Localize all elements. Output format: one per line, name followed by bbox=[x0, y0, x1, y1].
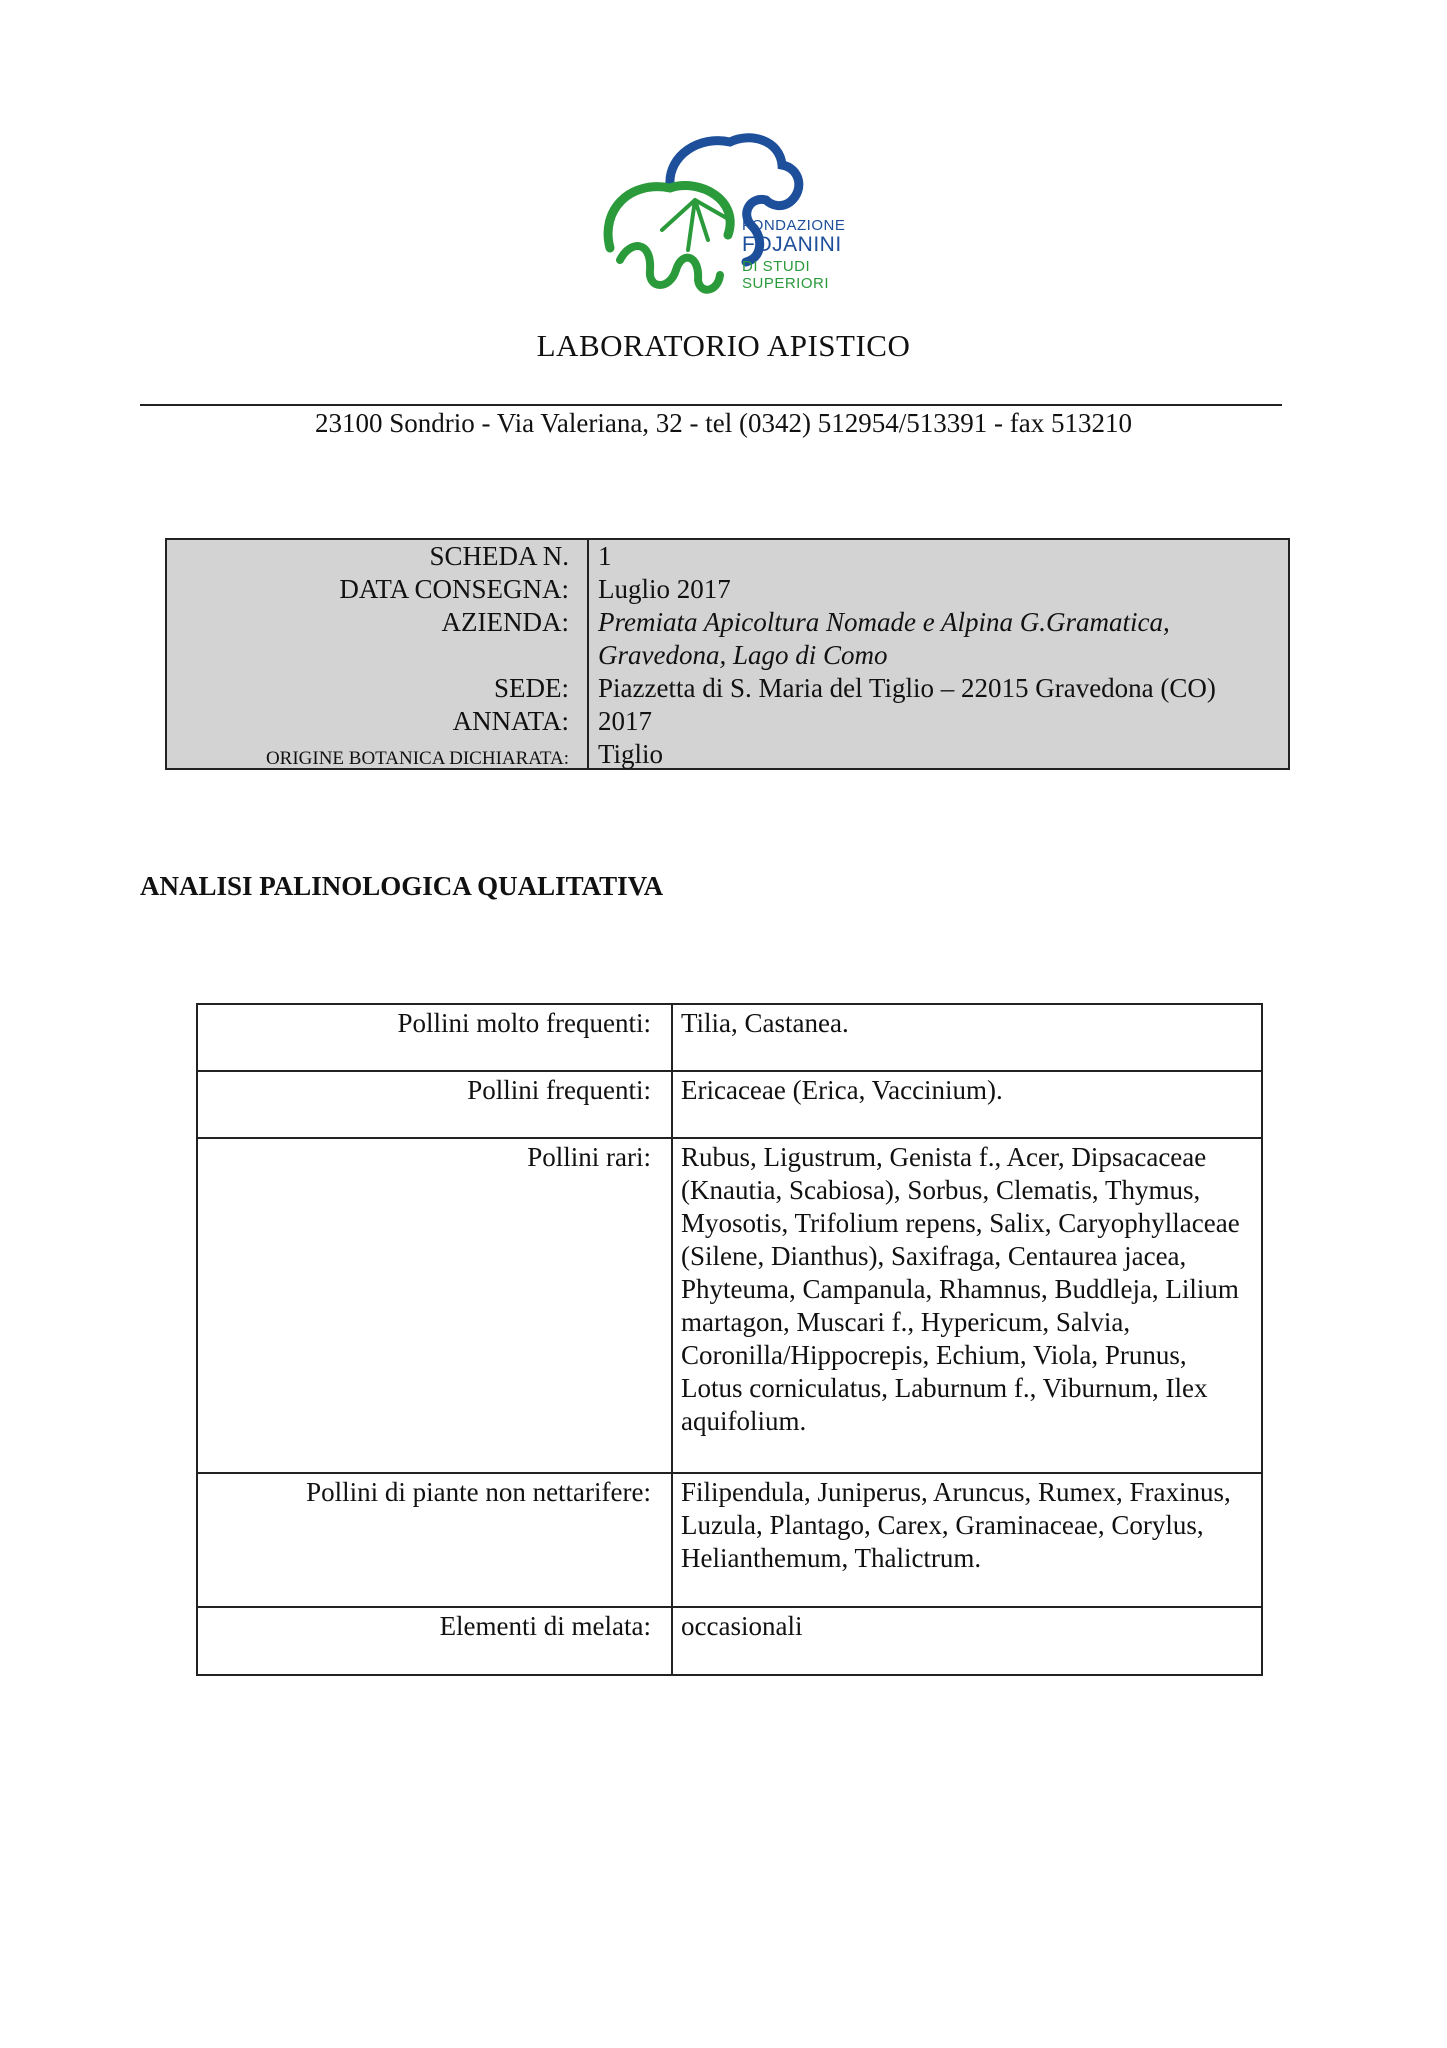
row-label: Pollini molto frequenti: bbox=[197, 1004, 672, 1071]
page-title: LABORATORIO APISTICO bbox=[536, 328, 911, 363]
row-value: Tilia, Castanea. bbox=[672, 1004, 1262, 1071]
scheda-box bbox=[165, 538, 1290, 770]
scheda-value: Tiglio bbox=[598, 739, 664, 769]
table-row bbox=[197, 1004, 1262, 1071]
section-title: ANALISI PALINOLOGICA QUALITATIVA bbox=[140, 871, 664, 901]
header-divider bbox=[140, 404, 1282, 406]
logo-wordmark bbox=[742, 218, 845, 291]
scheda-column-divider bbox=[587, 540, 589, 768]
row-label: Pollini di piante non nettarifere: bbox=[197, 1473, 672, 1607]
logo-line-2: FOJANINI bbox=[742, 233, 842, 256]
scheda-label: AZIENDA: bbox=[441, 607, 569, 637]
row-label: Pollini frequenti: bbox=[197, 1071, 672, 1138]
analysis-table bbox=[196, 1003, 1263, 1676]
row-value: Ericaceae (Erica, Vaccinium). bbox=[672, 1071, 1262, 1138]
scheda-value: 1 bbox=[598, 541, 612, 571]
table-row bbox=[197, 1071, 1262, 1138]
row-value: occasionali bbox=[672, 1607, 1262, 1675]
table-row bbox=[197, 1138, 1262, 1473]
scheda-label: ORIGINE BOTANICA DICHIARATA: bbox=[265, 748, 569, 769]
address-line: 23100 Sondrio - Via Valeriana, 32 - tel (0342) 512954/513391 - fax 513210 bbox=[314, 408, 1132, 438]
logo-line-4: SUPERIORI bbox=[742, 275, 830, 292]
scheda-value: Premiata Apicoltura Nomade e Alpina G.Gramatica, Gravedona, Lago di Como bbox=[598, 607, 1170, 670]
row-label: Pollini rari: bbox=[197, 1138, 672, 1473]
scheda-label: SEDE: bbox=[493, 673, 569, 703]
scheda-value: Luglio 2017 bbox=[598, 574, 731, 604]
scheda-label: SCHEDA N. bbox=[429, 541, 569, 571]
scheda-value: 2017 bbox=[598, 706, 652, 736]
table-row bbox=[197, 1607, 1262, 1675]
row-value: Rubus, Ligustrum, Genista f., Acer, Dipsacaceae (Knautia, Scabiosa), Sorbus, Clematis, Thymus, Myosotis, Trifolium repens, Salix, Caryophyllaceae (Silene, Dianthus), Saxifraga, Centaurea jacea, Phyteuma, Campanula, Rhamnus, Buddleja, Lilium martagon, Muscari f., Hypericum, Salvia, Coronilla/Hippocrepis, Echium, Viola, Prunus, Lotus corniculatus, Laburnum f., Viburnum, Ilex aquifolium. bbox=[672, 1138, 1262, 1473]
scheda-label: DATA CONSEGNA: bbox=[339, 574, 569, 604]
row-label: Elementi di melata: bbox=[197, 1607, 672, 1675]
logo-line-3: DI STUDI bbox=[742, 258, 811, 275]
row-value: Filipendula, Juniperus, Aruncus, Rumex, Fraxinus, Luzula, Plantago, Carex, Graminaceae, Corylus, Helianthemum, Thalictrum. bbox=[672, 1473, 1262, 1607]
scheda-label: ANNATA: bbox=[452, 706, 569, 736]
scheda-value: Piazzetta di S. Maria del Tiglio – 22015 Gravedona (CO) bbox=[598, 673, 1216, 703]
logo-line-1: FONDAZIONE bbox=[742, 217, 846, 234]
table-row bbox=[197, 1473, 1262, 1607]
